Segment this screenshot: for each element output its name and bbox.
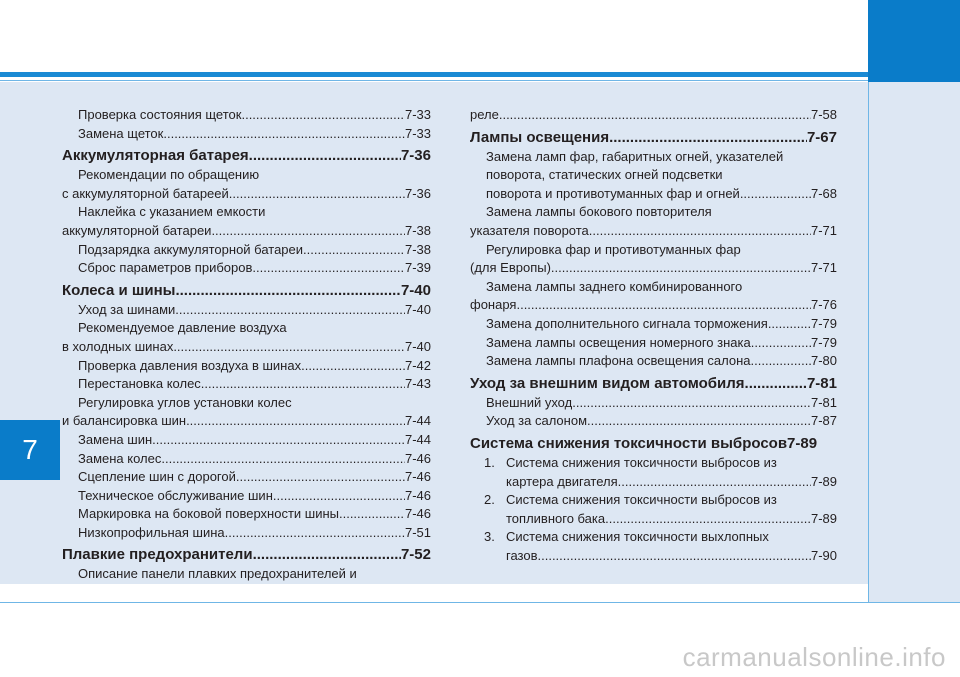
toc-section[interactable]: Аккумуляторная батарея ..... 7-36	[62, 145, 431, 166]
toc-entry[interactable]: Сцепление шин с дорогой ..... 7-46	[62, 468, 431, 487]
toc-section[interactable]: Лампы освещения ..... 7-67	[470, 127, 837, 148]
toc-numbered-line: 2. Система снижения токсичности выбросов из	[484, 492, 777, 508]
toc-entry[interactable]: в холодных шинах ..... 7-40	[62, 338, 431, 357]
toc-entry[interactable]: Техническое обслуживание шин ..... 7-46	[62, 487, 431, 506]
toc-entry[interactable]: Замена колес ..... 7-46	[62, 450, 431, 469]
toc-entry[interactable]: Перестановка колес ..... 7-43	[62, 375, 431, 394]
toc-entry[interactable]: реле ..... 7-58	[470, 106, 837, 125]
toc-entry[interactable]: картера двигателя ..... 7-89	[470, 473, 837, 492]
toc-entry-line: Замена ламп фар, габаритных огней, указателей	[486, 148, 784, 164]
toc-entry[interactable]: поворота и противотуманных фар и огней ..... 7-68	[470, 185, 837, 204]
watermark: carmanualsonline.info	[682, 642, 946, 672]
toc-section[interactable]: Колеса и шины ..... 7-40	[62, 280, 431, 301]
toc-left-column	[62, 106, 431, 584]
toc-entry[interactable]: (для Европы) ..... 7-71	[470, 259, 837, 278]
toc-entry[interactable]: Замена шин ..... 7-44	[62, 431, 431, 450]
toc-entry[interactable]: Проверка состояния щеток ..... 7-33	[62, 106, 431, 125]
toc-entry-line: Наклейка с указанием емкости	[78, 204, 266, 220]
toc-entry[interactable]: Замена лампы освещения номерного знака ..... 7-79	[470, 334, 837, 353]
toc-entry-line: Замена лампы заднего комбинированного	[486, 278, 743, 294]
toc-entry-line: Рекомендуемое давление воздуха	[78, 320, 287, 336]
side-strip	[868, 82, 960, 602]
toc-entry[interactable]: топливного бака ..... 7-89	[470, 510, 837, 529]
chapter-tab[interactable]: 7	[0, 420, 60, 480]
toc-entry[interactable]: газов ..... 7-90	[470, 547, 837, 566]
toc-entry[interactable]: Сброс параметров приборов ..... 7-39	[62, 259, 431, 278]
toc-entry[interactable]: Маркировка на боковой поверхности шины ..... 7-46	[62, 505, 431, 524]
toc-entry-line[interactable]: Описание панели плавких предохранителей и	[78, 566, 357, 582]
toc-entry[interactable]: указателя поворота ..... 7-71	[470, 222, 837, 241]
toc-entry-line: Регулировка углов установки колес	[78, 394, 292, 410]
toc-numbered-line: 1. Система снижения токсичности выбросов из	[484, 454, 777, 470]
toc-entry[interactable]: Уход за салоном ..... 7-87	[470, 412, 837, 431]
toc-entry[interactable]: с аккумуляторной батареей ..... 7-36	[62, 185, 431, 204]
toc-entry[interactable]: фонаря ..... 7-76	[470, 296, 837, 315]
toc-entry[interactable]: аккумуляторной батареи ..... 7-38	[62, 222, 431, 241]
toc-entry[interactable]: Проверка давления воздуха в шинах ..... 7-42	[62, 357, 431, 376]
toc-numbered-line: 3. Система снижения токсичности выхлопных	[484, 529, 769, 545]
toc-entry[interactable]: и балансировка шин ..... 7-44	[62, 412, 431, 431]
toc-entry-line: поворота, статических огней подсветки	[486, 167, 723, 183]
toc-section[interactable]: Система снижения токсичности выбросов 7-89	[470, 434, 818, 452]
header-rule-thin	[0, 80, 868, 81]
toc-entry-line: Замена лампы бокового повторителя	[486, 204, 712, 220]
footer-rule	[0, 602, 960, 603]
toc-entry[interactable]: Замена лампы плафона освещения салона ..... 7-80	[470, 352, 837, 371]
header-rule	[0, 72, 868, 77]
corner-tab	[868, 0, 960, 82]
toc-section[interactable]: Плавкие предохранители ..... 7-52	[62, 544, 431, 565]
toc-entry[interactable]: Уход за шинами ..... 7-40	[62, 301, 431, 320]
toc-right-column	[470, 106, 837, 565]
toc-entry[interactable]: Низкопрофильная шина ..... 7-51	[62, 524, 431, 543]
toc-entry[interactable]: Замена щеток ..... 7-33	[62, 125, 431, 144]
toc-entry[interactable]: Подзарядка аккумуляторной батареи ..... 7-38	[62, 241, 431, 260]
toc-section[interactable]: Уход за внешним видом автомобиля ..... 7-81	[470, 373, 837, 394]
toc-entry[interactable]: Замена дополнительного сигнала торможения ..... 7-79	[470, 315, 837, 334]
toc-entry-line: Рекомендации по обращению	[78, 167, 260, 183]
toc-entry[interactable]: Внешний уход ..... 7-81	[470, 394, 837, 413]
toc-entry-line: Регулировка фар и противотуманных фар	[486, 241, 741, 257]
